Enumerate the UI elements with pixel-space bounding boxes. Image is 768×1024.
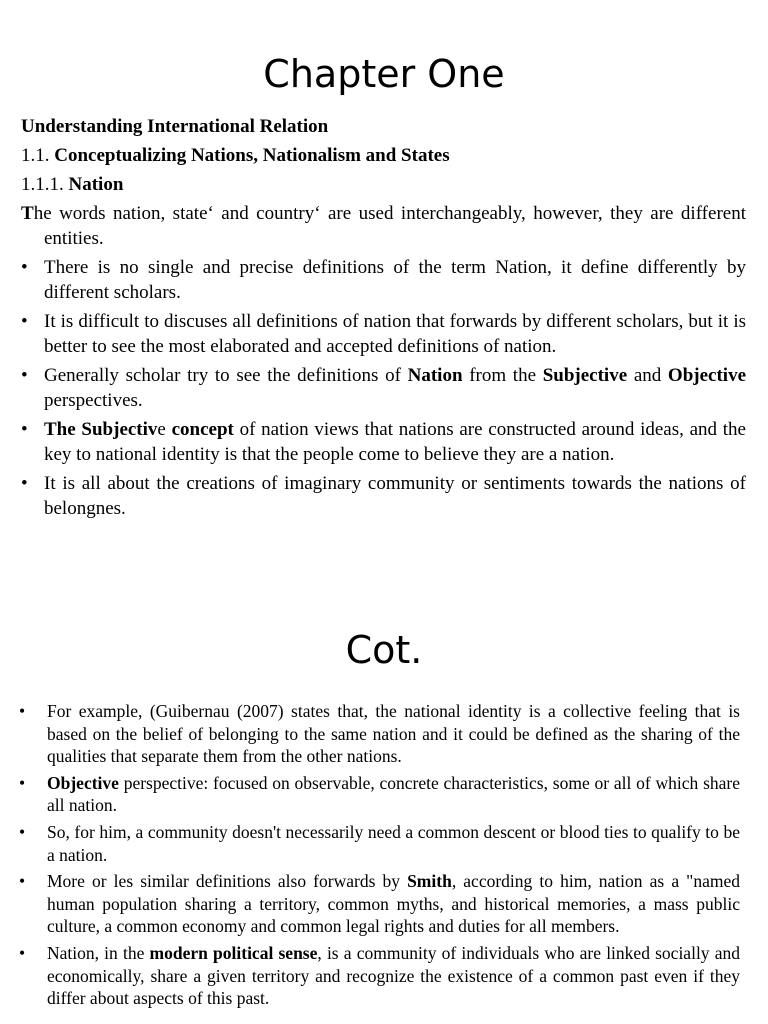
bullet-icon: • [19, 821, 26, 842]
bullet-list [21, 255, 746, 521]
heading-text: Understanding International Relation [21, 116, 329, 137]
bullet-list [19, 700, 740, 1010]
emphasis-subjective-concept: The Subjectiv [44, 419, 158, 440]
slide-body [21, 114, 746, 525]
list-item [21, 309, 746, 359]
emphasis-smith: Smith [407, 871, 452, 892]
bullet-icon: • [21, 473, 28, 494]
bullet-icon: • [21, 419, 28, 440]
list-item-text: , according to him, nation as a "named human population sharing a territory, common myths, and historical memories, a mass public culture, a common economy and common legal rights and duties for all members. [47, 871, 740, 937]
list-item-text: perspectives. [44, 390, 143, 411]
list-item [21, 363, 746, 413]
slide-cot [0, 600, 768, 1024]
list-item-text: More or les similar definitions also forwards by [47, 871, 408, 892]
bullet-icon: • [21, 365, 28, 386]
emphasis-concept: concept [171, 419, 234, 440]
list-item-text: It is all about the creations of imaginary community or sentiments towards the nations of belongnes. [44, 473, 746, 519]
emphasis-modern-political-sense: modern political sense [149, 942, 318, 963]
slide-title: Cot. [345, 628, 423, 672]
bullet-icon: • [19, 942, 26, 963]
bullet-icon: • [19, 871, 26, 892]
list-item-text: For example, (Guibernau (2007) states that, the national identity is a collective feeling that is based on the belief of belonging to the same nation and it could be defined as the sharing of the qualities that separate them from the other nations. [47, 701, 740, 767]
list-item-text: Generally scholar try to see the definitions of [44, 365, 408, 386]
heading-text: Conceptualizing Nations, Nationalism and States [54, 145, 450, 166]
bullet-icon: • [21, 257, 28, 278]
list-item [21, 255, 746, 305]
list-item-text: Nation, in the [47, 942, 150, 963]
list-item-text: and [627, 365, 668, 386]
intro-paragraph [21, 201, 746, 251]
slide-title: Chapter One [263, 52, 505, 96]
intro-text: he words nation, state‘ and country‘ are used interchangeably, however, they are different entities. [33, 203, 746, 249]
bullet-icon: • [19, 701, 26, 721]
slide-body [19, 700, 740, 1014]
list-item-text: e [157, 419, 172, 440]
bullet-icon: • [21, 311, 28, 332]
emphasis-nation: Nation [407, 365, 463, 386]
list-item [21, 471, 746, 521]
emphasis-subjective: Subjective [542, 365, 628, 386]
list-item-text: perspective: focused on observable, concrete characteristics, some or all of which share all nation. [47, 772, 740, 816]
heading-understanding-ir [21, 114, 746, 139]
list-item-text: So, for him, a community doesn't necessarily need a common descent or blood ties to qualify to be a nation. [47, 821, 740, 865]
emphasis-objective: Objective [47, 772, 119, 793]
heading-1-1 [21, 143, 746, 168]
heading-text: Nation [68, 174, 124, 195]
list-item [19, 700, 740, 768]
list-item [19, 942, 740, 1010]
list-item-text: , is a community of individuals who are linked socially and economically, share a given territory and recognize the existence of a common past even if they differ about aspects of this past. [47, 942, 740, 1009]
list-item [21, 417, 746, 467]
heading-number: 1.1.1. [21, 174, 69, 195]
emphasis-objective: Objective [667, 365, 746, 386]
intro-first-letter: T [21, 203, 34, 224]
list-item [19, 821, 740, 866]
list-item [19, 772, 740, 817]
heading-1-1-1 [21, 172, 746, 197]
list-item-text: of nation views that nations are constructed around ideas, and the key to national identity is that the people come to believe they are a nation. [44, 419, 746, 465]
list-item [19, 870, 740, 938]
bullet-icon: • [19, 772, 26, 793]
list-item-text: There is no single and precise definitions of the term Nation, it define differently by different scholars. [44, 257, 746, 303]
list-item-text: It is difficult to discuses all definitions of nation that forwards by different scholars, but it is better to see the most elaborated and accepted definitions of nation. [44, 311, 746, 357]
heading-number: 1.1. [21, 145, 55, 166]
list-item-text: from the [462, 365, 543, 386]
